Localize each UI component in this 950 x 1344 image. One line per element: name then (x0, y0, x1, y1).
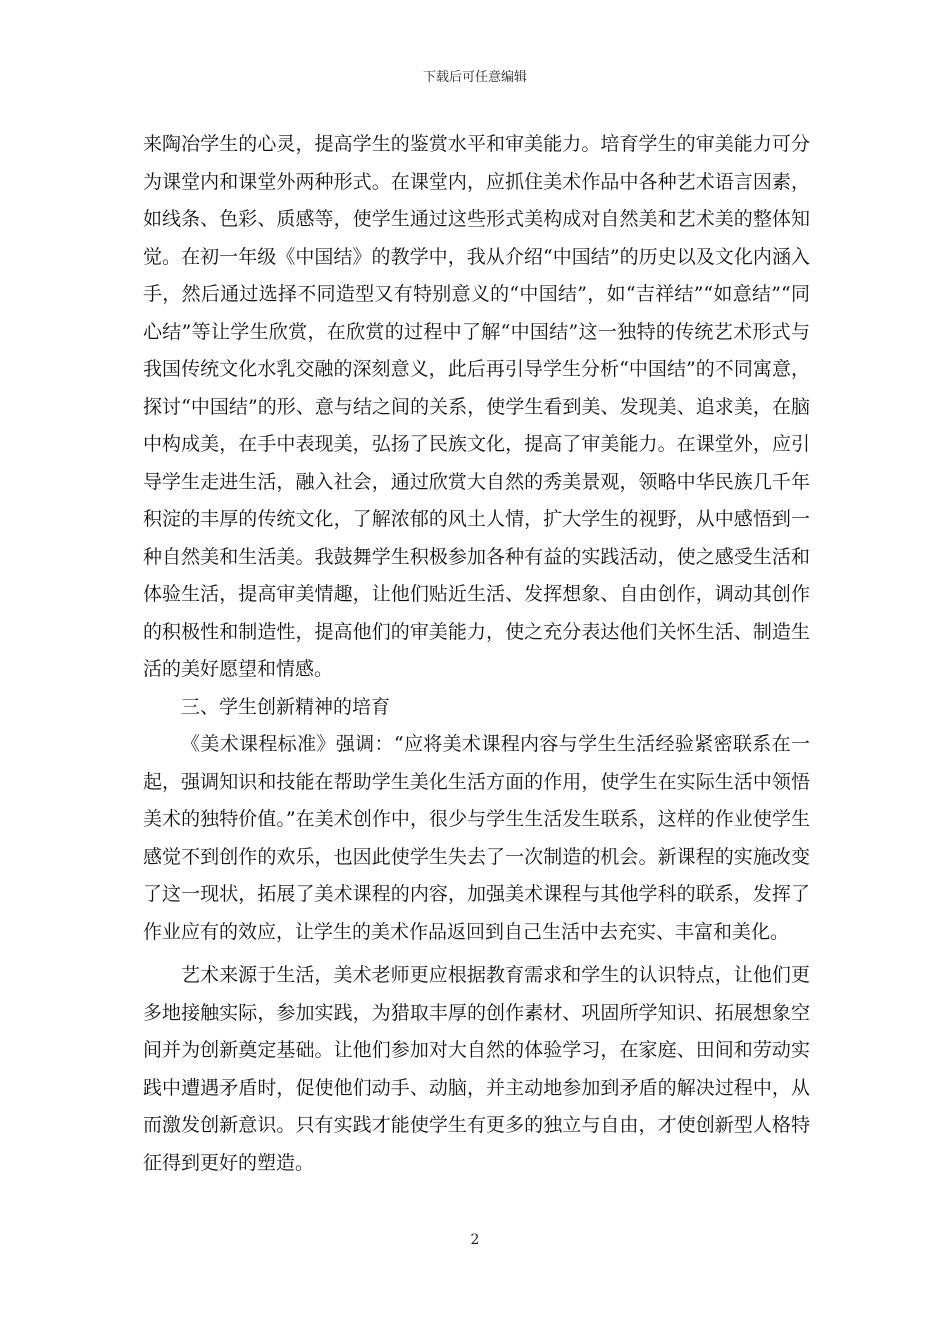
section-heading-innovation: 三、学生创新精神的培育 (181, 695, 391, 718)
paragraph-curriculum-standard: 《美术课程标准》强调：“应将美术课程内容与学生生活经验紧密联系在一起，强调知识和技能在帮助学生美化生活方面的作用，使学生在实际生活中领悟美术的独特价值。”在美术创作中，很少与学生生活发生联系，这样的作业使学生感觉不到创作的欢乐，也因此使学生失去了一次制造的机会。新课程的实施改变了这一现状，拓展了美术课程的内容，加强美术课程与其他学科的联系，发挥了作业应有的效应，让学生的美术作品返回到自己生活中去充实、丰富和美化。 (143, 733, 810, 943)
paragraph-art-from-life: 艺术来源于生活，美术老师更应根据教育需求和学生的认识特点，让他们更多地接触实际，参加实践，为猎取丰厚的创作素材、巩固所学知识、拓展想象空间并为创新奠定基础。让他们参加对大自然的体验学习，在家庭、田间和劳动实践中遭遇矛盾时，促使他们动手、动脑，并主动地参加到矛盾的解决过程中，从而激发创新意识。只有实践才能使学生有更多的独立与自由，才使创新型人格特征得到更好的塑造。 (143, 964, 810, 1174)
page-number: 2 (470, 1232, 480, 1248)
page-header: 下载后可任意编辑 (422, 70, 527, 85)
paragraph-aesthetic-ability: 来陶冶学生的心灵，提高学生的鉴赏水平和审美能力。培育学生的审美能力可分为课堂内和课堂外两种形式。在课堂内，应抓住美术作品中各种艺术语言因素，如线条、色彩、质感等，使学生通过这些形式美构成对自然美和艺术美的整体知觉。在初一年级《中国结》的教学中，我从介绍“中国结”的历史以及文化内涵入手，然后通过选择不同造型又有特别意义的“中国结”，如“吉祥结”“如意结”“同心结”等让学生欣赏，在欣赏的过程中了解“中国结”这一独特的传统艺术形式与我国传统文化水乳交融的深刻意义，此后再引导学生分析“中国结”的不同寓意，探讨“中国结”的形、意与结之间的关系，使学生看到美、发现美、追求美，在脑中构成美，在手中表现美，弘扬了民族文化，提高了审美能力。在课堂外，应引导学生走进生活，融入社会，通过欣赏大自然的秀美景观，领略中华民族几千年积淀的丰厚的传统文化，了解浓郁的风土人情，扩大学生的视野，从中感悟到一种自然美和生活美。我鼓舞学生积极参加各种有益的实践活动，使之感受生活和体验生活，提高审美情趣，让他们贴近生活、发挥想象、自由创作，调动其创作的积极性和制造性，提高他们的审美能力，使之充分表达他们关怀生活、制造生活的美好愿望和情感。 (143, 133, 810, 680)
document-body (143, 126, 810, 1182)
